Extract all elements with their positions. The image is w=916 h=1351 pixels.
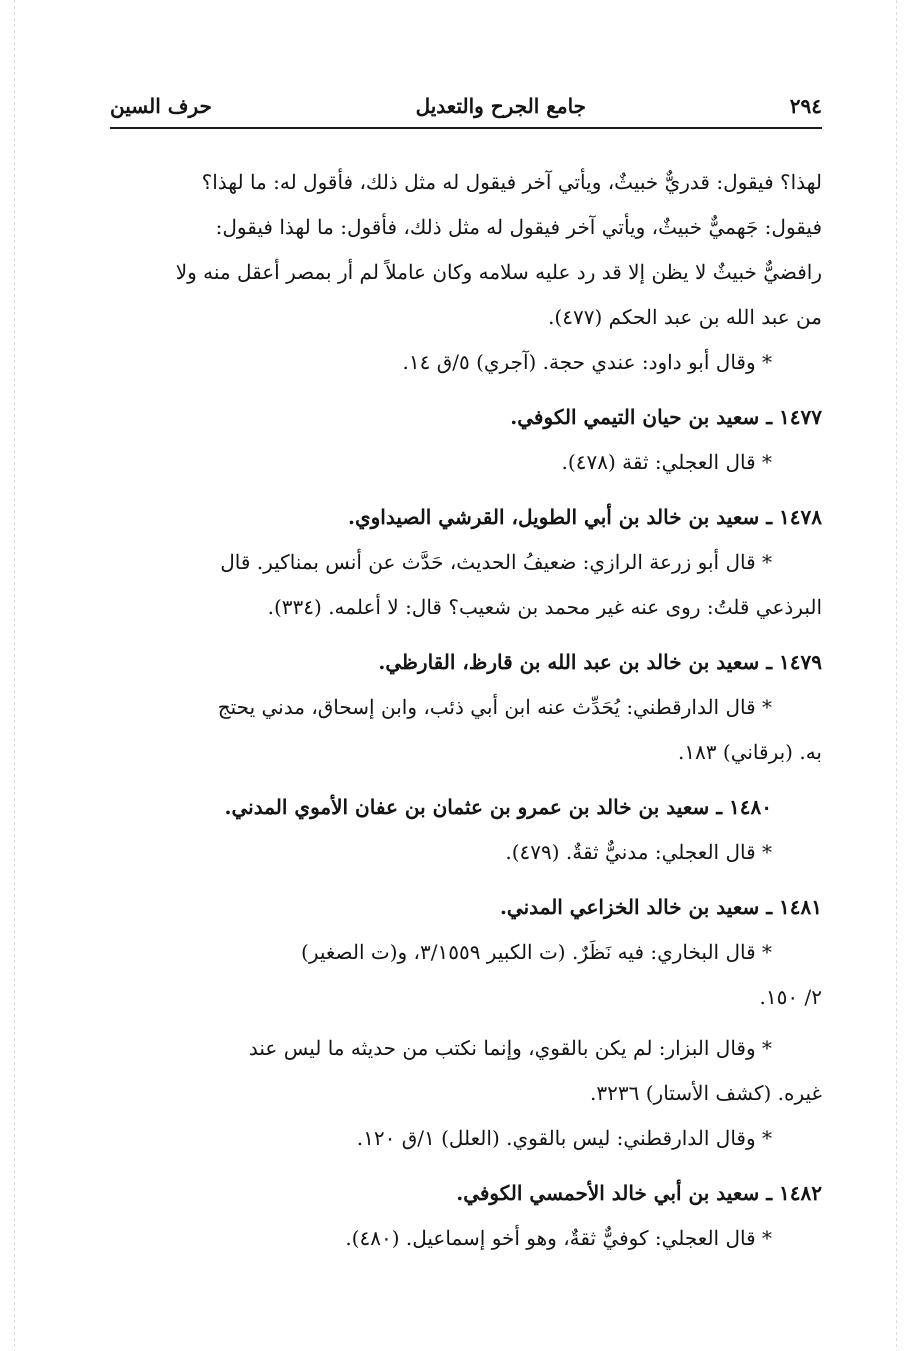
- note-line: غيره. (كشف الأستار) ٣٢٣٦.: [590, 1081, 822, 1105]
- note-line: * قال العجلي: ثقة (٤٧٨).: [561, 450, 772, 474]
- left-scan-edge: [14, 0, 15, 1351]
- entry-title: ١٤٧٨ ـ سعيد بن خالد بن أبي الطويل، القرشي الصيداوي.: [347, 505, 822, 529]
- entry-title: ١٤٧٩ ـ سعيد بن خالد بن عبد الله بن قارظ، القارظي.: [378, 650, 822, 674]
- page-number: ٢٩٤: [789, 94, 822, 118]
- chapter-title: حرف السين: [110, 94, 212, 118]
- entry-title: ١٤٨١ ـ سعيد بن خالد الخزاعي المدني.: [499, 895, 822, 919]
- header-divider: [110, 127, 822, 129]
- book-title: جامع الجرح والتعديل: [415, 94, 587, 118]
- right-scan-edge: [896, 0, 897, 1351]
- entry-title: ١٤٨٠ ـ سعيد بن خالد بن عمرو بن عثمان بن عفان الأموي المدني.: [224, 795, 772, 819]
- entry-1480: [110, 785, 822, 875]
- note-line: * قال العجلي: كوفيٌّ ثقةٌ، وهو أخو إسماعيل. (٤٨٠).: [345, 1226, 772, 1250]
- note-line: * قال البخاري: فيه نَظَرٌ. (ت الكبير ٣/١٥٥٩، و(ت الصغير): [301, 940, 772, 964]
- page-body: [110, 160, 822, 1261]
- entry-title: ١٤٨٢ ـ سعيد بن أبي خالد الأحمسي الكوفي.: [456, 1181, 822, 1205]
- page-header: [110, 88, 822, 124]
- note-line: * قال الدارقطني: يُحَدِّث عنه ابن أبي ذئب، وابن إسحاق، مدني يحتج: [217, 695, 772, 719]
- continuation-paragraph: [110, 160, 822, 340]
- note-line: به. (برقاني) ١٨٣.: [677, 740, 822, 764]
- text-line: لهذا؟ فيقول: قدريٌّ خبيثٌ، ويأتي آخر فيقول له مثل ذلك، فأقول له: ما لهذا؟: [201, 170, 822, 194]
- text-line: رافضيٌّ خبيثٌ لا يظن إلا قد رد عليه سلامه وكان عاملاً لم أر بمصر أعقل منه ولا: [175, 260, 822, 284]
- note-line: البرذعي قلتُ: روى عنه غير محمد بن شعيب؟ قال: لا أعلمه. (٣٣٤).: [267, 595, 822, 619]
- note-line: * قال أبو زرعة الرازي: ضعيفُ الحديث، حَدَّث عن أنس بمناكير. قال: [220, 550, 772, 574]
- text-line: من عبد الله بن عبد الحكم (٤٧٧).: [548, 305, 822, 329]
- entry-1481: [110, 885, 822, 1161]
- note-line: * وقال البزار: لم يكن بالقوي، وإنما نكتب من حديثه ما ليس عند: [248, 1036, 772, 1060]
- entry-1482: [110, 1171, 822, 1261]
- note-line: ٢/ ١٥٠.: [759, 985, 822, 1009]
- entry-title: ١٤٧٧ ـ سعيد بن حيان التيمي الكوفي.: [510, 405, 822, 429]
- note-line: * قال العجلي: مدنيٌّ ثقةٌ. (٤٧٩).: [505, 840, 772, 864]
- text-line: فيقول: جَهميٌّ خبيثٌ، ويأتي آخر فيقول له مثل ذلك، فأقول: ما لهذا فيقول:: [215, 215, 822, 239]
- entry-1478: [110, 495, 822, 630]
- entry-1477: [110, 395, 822, 485]
- note-line: * وقال أبو داود: عندي حجة. (آجري) ٥/ق ١٤.: [402, 350, 772, 374]
- entry-1479: [110, 640, 822, 775]
- note-line: * وقال الدارقطني: ليس بالقوي. (العلل) ١/ق ١٢٠.: [356, 1126, 772, 1150]
